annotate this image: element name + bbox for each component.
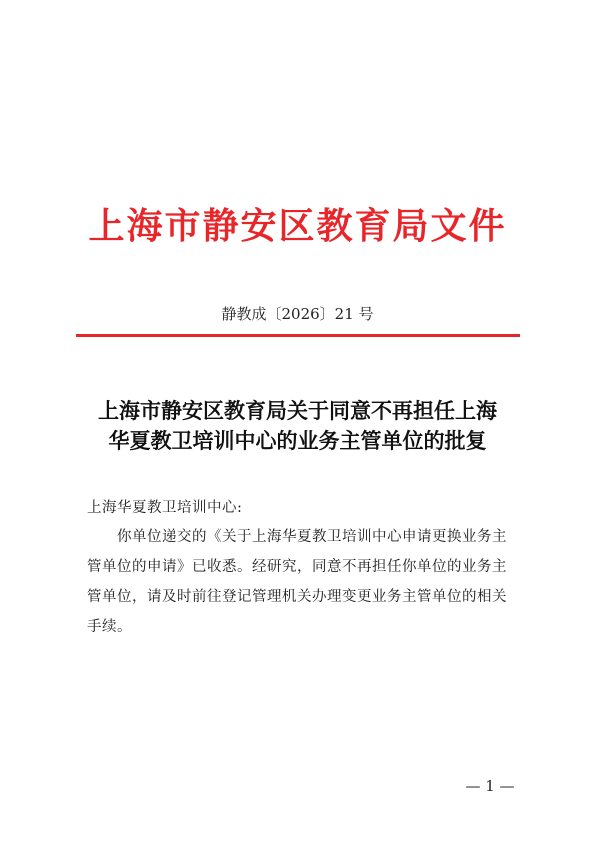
document-title-line-2: 华夏教卫培训中心的业务主管单位的批复 [108, 428, 487, 453]
body-paragraph [87, 522, 521, 642]
page-number: — 1 — [465, 777, 515, 795]
document-title-line-1: 上海市静安区教育局关于同意不再担任上海 [98, 398, 497, 423]
body-line: 管单位，请及时前往登记管理机关办理变更业务主管单位的相关 [87, 589, 507, 605]
body-line: 手续。 [87, 619, 132, 635]
document-title [60, 396, 535, 456]
document-number: 静教成〔2026〕21 号 [221, 305, 374, 323]
addressee: 上海华夏教卫培训中心: [87, 500, 243, 516]
body-line: 你单位递交的《关于上海华夏教卫培训中心申请更换业务主 [87, 529, 507, 545]
red-separator-line [76, 334, 520, 337]
agency-header-title: 上海市静安区教育局文件 [88, 205, 507, 247]
body-line: 管单位的申请》已收悉。经研究，同意不再担任你单位的业务主 [87, 559, 507, 575]
